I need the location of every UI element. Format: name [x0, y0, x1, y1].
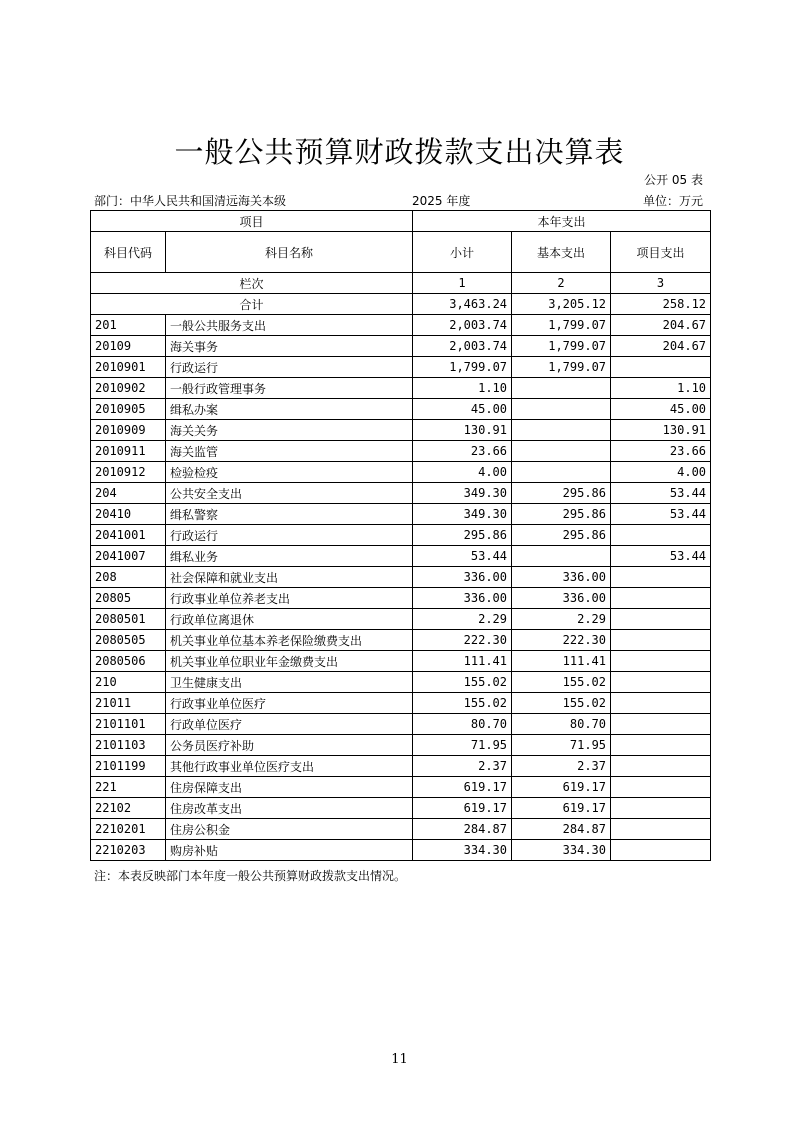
row-basic: 111.41 [512, 651, 611, 672]
row-basic: 1,799.07 [512, 315, 611, 336]
row-subtotal: 4.00 [413, 462, 512, 483]
row-basic [512, 462, 611, 483]
header-current-year: 本年支出 [413, 211, 711, 232]
total-project: 258.12 [611, 294, 711, 315]
table-row [91, 525, 711, 546]
header-project: 项目支出 [611, 232, 711, 273]
table-row [91, 672, 711, 693]
row-name: 缉私业务 [166, 546, 413, 567]
table-row [91, 546, 711, 567]
row-subtotal: 349.30 [413, 504, 512, 525]
footnote: 注：本表反映部门本年度一般公共预算财政拨款支出情况。 [94, 869, 407, 883]
row-subtotal: 284.87 [413, 819, 512, 840]
row-name: 行政单位医疗 [166, 714, 413, 735]
row-name: 行政事业单位医疗 [166, 693, 413, 714]
row-code: 210 [91, 672, 166, 693]
header-name: 科目名称 [166, 232, 413, 273]
table-row [91, 441, 711, 462]
row-project: 130.91 [611, 420, 711, 441]
row-subtotal: 619.17 [413, 777, 512, 798]
row-name: 行政事业单位养老支出 [166, 588, 413, 609]
row-subtotal: 111.41 [413, 651, 512, 672]
row-code: 22102 [91, 798, 166, 819]
row-code: 2041001 [91, 525, 166, 546]
header-basic: 基本支出 [512, 232, 611, 273]
row-basic: 295.86 [512, 483, 611, 504]
row-project [611, 567, 711, 588]
table-row [91, 714, 711, 735]
row-name: 行政运行 [166, 357, 413, 378]
row-project: 4.00 [611, 462, 711, 483]
row-name: 卫生健康支出 [166, 672, 413, 693]
row-subtotal: 1.10 [413, 378, 512, 399]
row-name: 一般行政管理事务 [166, 378, 413, 399]
form-number: 公开 05 表 [644, 173, 703, 187]
header-item: 项目 [91, 211, 413, 232]
row-project: 204.67 [611, 315, 711, 336]
row-project [611, 714, 711, 735]
row-subtotal: 349.30 [413, 483, 512, 504]
department-label: 部门：中华人民共和国清远海关本级 [94, 194, 287, 208]
row-code: 2010912 [91, 462, 166, 483]
row-project [611, 777, 711, 798]
row-code: 21011 [91, 693, 166, 714]
row-basic: 334.30 [512, 840, 611, 861]
row-basic [512, 441, 611, 462]
row-name: 海关监管 [166, 441, 413, 462]
row-subtotal: 619.17 [413, 798, 512, 819]
table-row [91, 315, 711, 336]
column-number-row [91, 273, 711, 294]
row-name: 住房公积金 [166, 819, 413, 840]
row-name: 机关事业单位职业年金缴费支出 [166, 651, 413, 672]
row-basic: 155.02 [512, 693, 611, 714]
row-code: 2010901 [91, 357, 166, 378]
row-code: 2210203 [91, 840, 166, 861]
table-row [91, 693, 711, 714]
row-subtotal: 23.66 [413, 441, 512, 462]
table-row [91, 420, 711, 441]
row-subtotal: 336.00 [413, 567, 512, 588]
total-subtotal: 3,463.24 [413, 294, 512, 315]
row-subtotal: 2,003.74 [413, 336, 512, 357]
row-name: 海关事务 [166, 336, 413, 357]
table-row [91, 609, 711, 630]
year-label: 2025 年度 [412, 194, 471, 208]
row-project [611, 672, 711, 693]
row-name: 一般公共服务支出 [166, 315, 413, 336]
row-subtotal: 155.02 [413, 672, 512, 693]
row-subtotal: 2,003.74 [413, 315, 512, 336]
row-code: 20109 [91, 336, 166, 357]
row-name: 机关事业单位基本养老保险缴费支出 [166, 630, 413, 651]
table-row [91, 756, 711, 777]
row-project [611, 798, 711, 819]
row-code: 2080501 [91, 609, 166, 630]
page-title: 一般公共预算财政拨款支出决算表 [174, 135, 625, 169]
row-code: 2080506 [91, 651, 166, 672]
row-project [611, 756, 711, 777]
table-row [91, 567, 711, 588]
row-name: 缉私警察 [166, 504, 413, 525]
row-name: 行政运行 [166, 525, 413, 546]
table-row [91, 378, 711, 399]
row-project: 1.10 [611, 378, 711, 399]
row-name: 缉私办案 [166, 399, 413, 420]
page-number: 11 [391, 1052, 408, 1067]
row-subtotal: 53.44 [413, 546, 512, 567]
row-code: 2041007 [91, 546, 166, 567]
header-subtotal: 小计 [413, 232, 512, 273]
table-row [91, 819, 711, 840]
row-code: 2101103 [91, 735, 166, 756]
row-name: 检验检疫 [166, 462, 413, 483]
row-project: 23.66 [611, 441, 711, 462]
row-project: 53.44 [611, 546, 711, 567]
row-name: 住房保障支出 [166, 777, 413, 798]
table-row [91, 399, 711, 420]
row-basic: 284.87 [512, 819, 611, 840]
row-basic [512, 420, 611, 441]
column-number-3: 3 [611, 273, 711, 294]
row-basic: 155.02 [512, 672, 611, 693]
row-project [611, 735, 711, 756]
table-row [91, 651, 711, 672]
row-basic: 619.17 [512, 777, 611, 798]
row-project [611, 525, 711, 546]
row-basic: 222.30 [512, 630, 611, 651]
row-code: 221 [91, 777, 166, 798]
table-row [91, 588, 711, 609]
row-code: 20410 [91, 504, 166, 525]
row-basic: 295.86 [512, 504, 611, 525]
row-name: 社会保障和就业支出 [166, 567, 413, 588]
row-code: 204 [91, 483, 166, 504]
row-project [611, 819, 711, 840]
table-row [91, 630, 711, 651]
table-row [91, 798, 711, 819]
row-project [611, 588, 711, 609]
row-project [611, 357, 711, 378]
column-number-2: 2 [512, 273, 611, 294]
row-code: 2010909 [91, 420, 166, 441]
row-project: 45.00 [611, 399, 711, 420]
row-subtotal: 80.70 [413, 714, 512, 735]
row-name: 公务员医疗补助 [166, 735, 413, 756]
row-code: 208 [91, 567, 166, 588]
row-code: 20805 [91, 588, 166, 609]
row-subtotal: 45.00 [413, 399, 512, 420]
row-basic: 1,799.07 [512, 357, 611, 378]
row-subtotal: 222.30 [413, 630, 512, 651]
row-code: 2101199 [91, 756, 166, 777]
row-code: 2010911 [91, 441, 166, 462]
table-row [91, 357, 711, 378]
column-label: 栏次 [91, 273, 413, 294]
row-code: 2010902 [91, 378, 166, 399]
row-basic: 80.70 [512, 714, 611, 735]
total-label: 合计 [91, 294, 413, 315]
row-project [611, 651, 711, 672]
row-subtotal: 334.30 [413, 840, 512, 861]
row-subtotal: 295.86 [413, 525, 512, 546]
table-row [91, 504, 711, 525]
column-number-1: 1 [413, 273, 512, 294]
row-project [611, 693, 711, 714]
unit-label: 单位：万元 [642, 194, 703, 208]
row-name: 其他行政事业单位医疗支出 [166, 756, 413, 777]
row-code: 2080505 [91, 630, 166, 651]
row-basic: 71.95 [512, 735, 611, 756]
header-row-1 [91, 211, 711, 232]
row-name: 海关关务 [166, 420, 413, 441]
row-name: 公共安全支出 [166, 483, 413, 504]
row-code: 2210201 [91, 819, 166, 840]
row-basic: 2.29 [512, 609, 611, 630]
row-subtotal: 2.29 [413, 609, 512, 630]
header-row-2 [91, 232, 711, 273]
row-basic: 619.17 [512, 798, 611, 819]
header-code: 科目代码 [91, 232, 166, 273]
row-subtotal: 336.00 [413, 588, 512, 609]
row-subtotal: 2.37 [413, 756, 512, 777]
row-project [611, 609, 711, 630]
table-row [91, 777, 711, 798]
row-subtotal: 1,799.07 [413, 357, 512, 378]
row-basic: 2.37 [512, 756, 611, 777]
row-name: 住房改革支出 [166, 798, 413, 819]
row-code: 2010905 [91, 399, 166, 420]
row-basic: 336.00 [512, 588, 611, 609]
row-project: 53.44 [611, 483, 711, 504]
row-basic: 1,799.07 [512, 336, 611, 357]
row-name: 行政单位离退休 [166, 609, 413, 630]
table-row [91, 840, 711, 861]
total-row [91, 294, 711, 315]
row-basic [512, 546, 611, 567]
total-basic: 3,205.12 [512, 294, 611, 315]
table-row [91, 483, 711, 504]
table-row [91, 462, 711, 483]
row-project [611, 630, 711, 651]
row-basic: 295.86 [512, 525, 611, 546]
row-project: 53.44 [611, 504, 711, 525]
row-subtotal: 71.95 [413, 735, 512, 756]
row-basic: 336.00 [512, 567, 611, 588]
row-subtotal: 130.91 [413, 420, 512, 441]
row-basic [512, 399, 611, 420]
row-basic [512, 378, 611, 399]
row-name: 购房补贴 [166, 840, 413, 861]
expenditure-table [90, 210, 711, 861]
row-code: 2101101 [91, 714, 166, 735]
table-row [91, 336, 711, 357]
row-code: 201 [91, 315, 166, 336]
row-subtotal: 155.02 [413, 693, 512, 714]
row-project: 204.67 [611, 336, 711, 357]
table-row [91, 735, 711, 756]
row-project [611, 840, 711, 861]
